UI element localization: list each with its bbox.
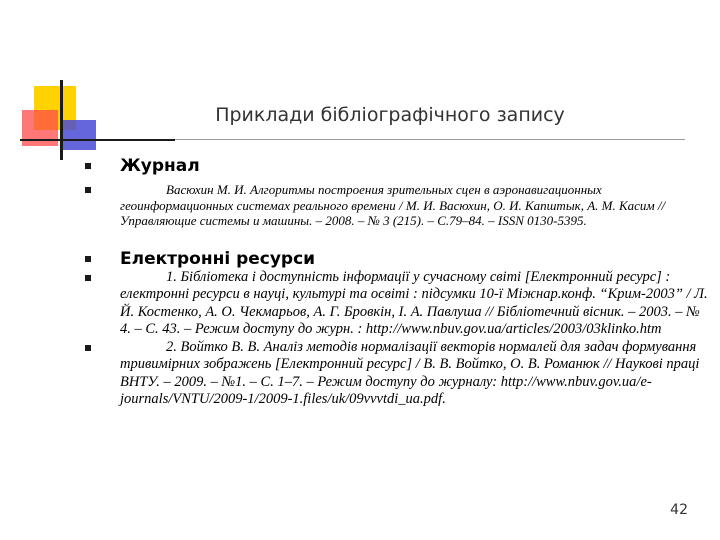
- electronic-reference-2: 2. Войтко В. В. Аналіз методів нормалізації векторів нормалей для задач формування тривимірних зображень [Електронний ресурс] / В. В. Войтко, О. В. Романюк // Наукові праці ВНТУ. – 2009. – №1. – С. 1–7. – Режим доступу до журналу: http://www.nbuv.gov.ua/e-journals/VNTU/2009-1/2009-1.files/uk/09vvvtdi_ua.pdf.: [120, 338, 700, 407]
- list-item: [85, 249, 710, 269]
- square-bullet-icon: [85, 163, 91, 169]
- slide-title: Приклади бібліографічного запису: [215, 104, 565, 126]
- square-bullet-icon: [85, 187, 91, 193]
- page-number: 42: [670, 502, 688, 518]
- title-underline: [175, 139, 685, 140]
- decor-blue-square: [62, 120, 96, 150]
- journal-reference: Васюхин М. И. Алгоритмы построения зрительных сцен в аэронавигационных геоинформационных системах реального времени / М. И. Васюхин, О. И. Капштык, А. М. Касим // Управляющие системы и машины. – 2008. – № 3 (215). – С.79–84. – ISSN 0130-5395.: [120, 182, 666, 228]
- list-item: [85, 182, 710, 229]
- decor-horizontal-line: [20, 139, 175, 141]
- square-bullet-icon: [85, 275, 91, 281]
- list-item: [85, 156, 710, 176]
- section-heading-journal: Журнал: [120, 156, 200, 176]
- square-bullet-icon: [85, 345, 91, 351]
- list-item: [85, 339, 710, 409]
- section-heading-electronic: Електронні ресурси: [120, 248, 316, 269]
- list-item: [85, 269, 710, 339]
- electronic-reference-1: 1. Бібліотека і доступність інформації у сучасному світі [Електронний ресурс] : електронні ресурси в науці, культурі та освіті : підсумки 10-ї Міжнар.конф. “Крим-2003” / Л. Й. Костенко, А. О. Чекмарьов, А. Г. Бровкін, І. А. Павлуша // Бібліотечний вісник. – 2003. – № 4. – С. 43. – Режим доступу до журн. : http://www.nbuv.gov.ua/articles/2003/03klinko.htm: [120, 268, 708, 337]
- bullet-list: [85, 156, 710, 409]
- decor-vertical-line: [60, 80, 63, 160]
- square-bullet-icon: [85, 256, 91, 262]
